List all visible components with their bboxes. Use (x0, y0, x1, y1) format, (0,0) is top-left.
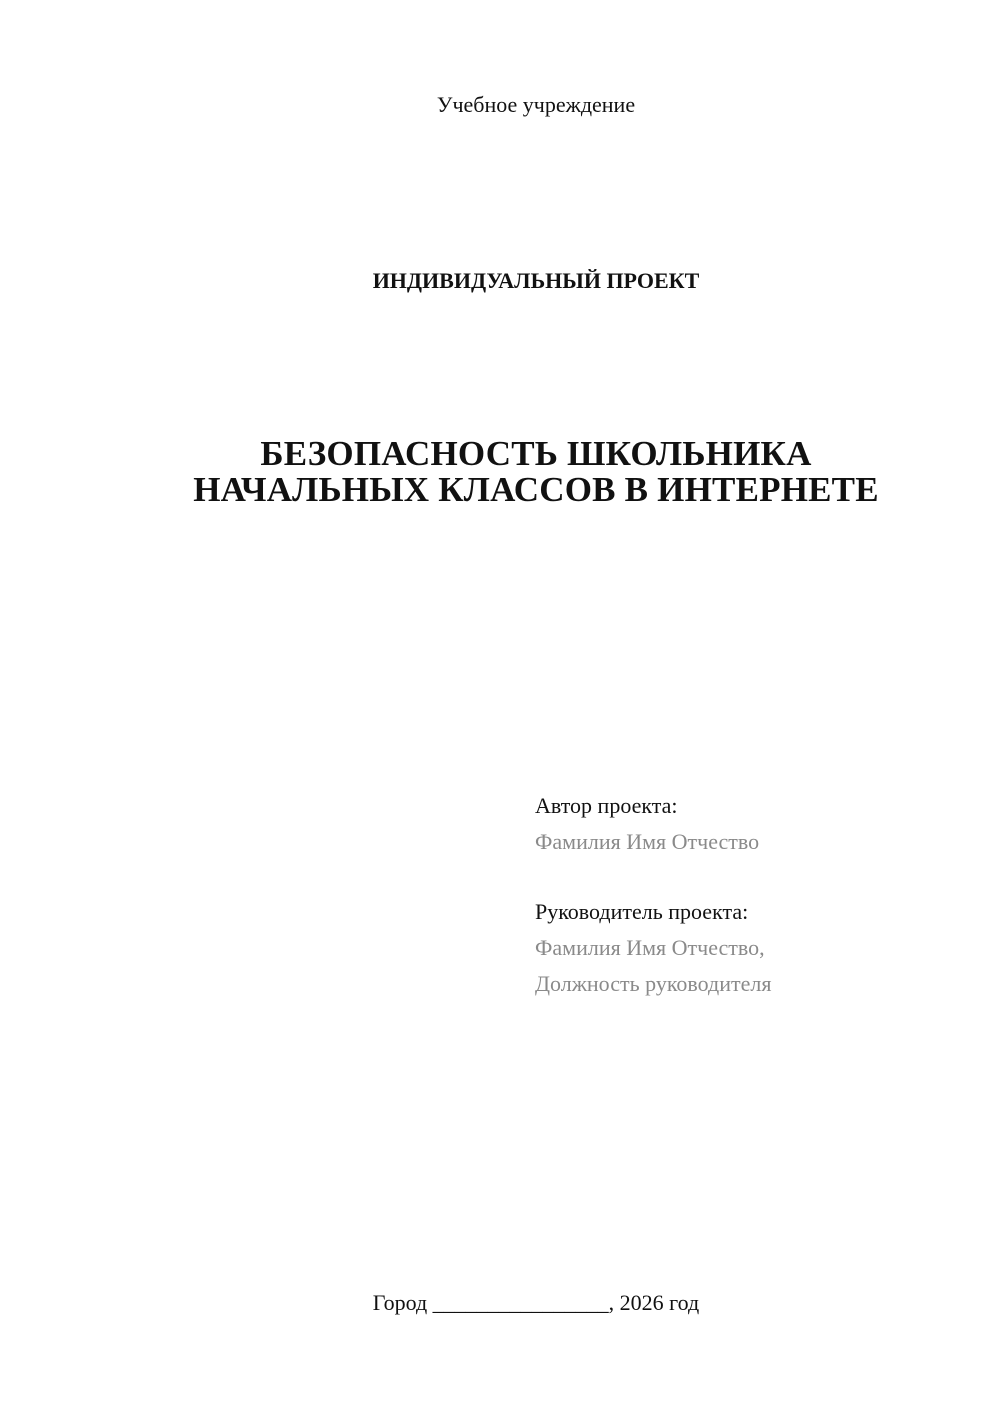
supervisor-label: Руководитель проекта: (535, 899, 749, 924)
author-name: Фамилия Имя Отчество (535, 829, 760, 854)
supervisor-name: Фамилия Имя Отчество, (535, 935, 765, 960)
project-title-line-2: НАЧАЛЬНЫХ КЛАССОВ В ИНТЕРНЕТЕ (193, 470, 879, 509)
city-year-footer: Город ________________, 2026 год (372, 1290, 700, 1315)
document-type: ИНДИВИДУАЛЬНЫЙ ПРОЕКТ (372, 268, 700, 293)
supervisor-position: Должность руководителя (535, 971, 772, 996)
project-title-line-1: БЕЗОПАСНОСТЬ ШКОЛЬНИКА (260, 434, 812, 473)
author-label: Автор проекта: (535, 793, 678, 818)
author-block (535, 788, 759, 860)
institution-name: Учебное учреждение (436, 92, 636, 117)
supervisor-block (535, 894, 771, 1002)
project-title (0, 436, 1000, 508)
